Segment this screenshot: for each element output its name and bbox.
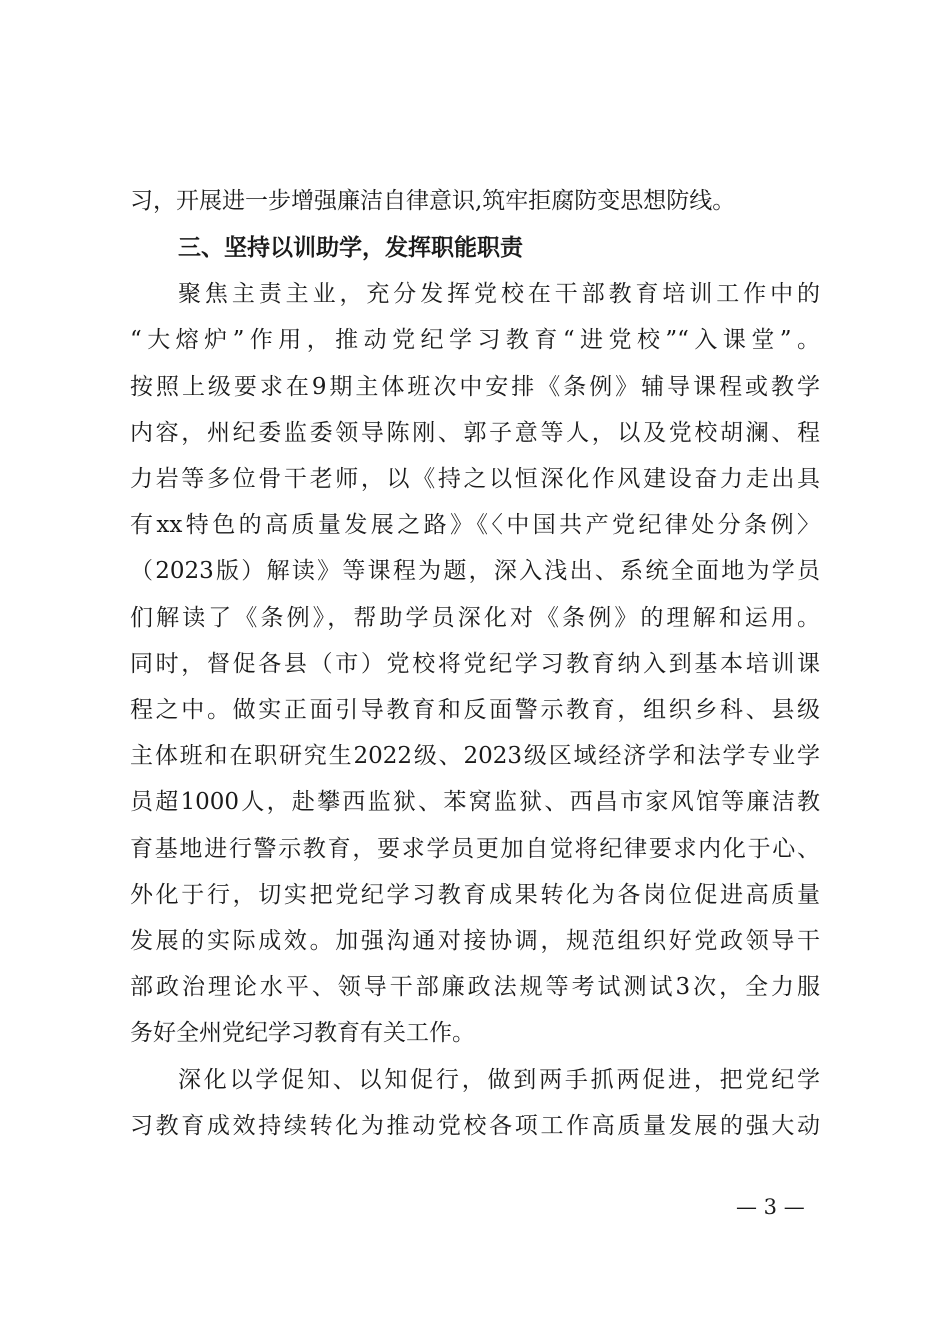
paragraph-line: 育基地进行警示教育，要求学员更加自觉将纪律要求内化于心、: [130, 836, 820, 862]
page-number: — 3 —: [736, 1195, 805, 1219]
paragraph-line: 深化以学促知、以知促行，做到两手抓两促进，把党纪学: [178, 1067, 820, 1093]
paragraph-line: 习，开展进一步增强廉洁自律意识,筑牢拒腐防变思想防线。: [130, 188, 736, 214]
paragraph-line: 同时，督促各县（市）党校将党纪学习教育纳入到基本培训课: [130, 651, 820, 677]
paragraph-line: （2023版）解读》等课程为题，深入浅出、系统全面地为学员: [130, 558, 820, 584]
paragraph-line: “大熔炉”作用，推动党纪学习教育“进党校”“入课堂”。: [130, 327, 820, 353]
section-heading: 三、坚持以训助学，发挥职能职责: [178, 235, 523, 261]
paragraph-line: 程之中。做实正面引导教育和反面警示教育，组织乡科、县级: [130, 697, 820, 723]
paragraph-line: 聚焦主责主业，充分发挥党校在干部教育培训工作中的: [178, 281, 820, 307]
paragraph-line: 习教育成效持续转化为推动党校各项工作高质量发展的强大动: [130, 1113, 820, 1139]
paragraph-line: 部政治理论水平、领导干部廉政法规等考试测试3次，全力服: [130, 974, 820, 1000]
paragraph-line: 发展的实际成效。加强沟通对接协调，规范组织好党政领导干: [130, 928, 820, 954]
paragraph-line: 外化于行，切实把党纪学习教育成果转化为各岗位促进高质量: [130, 882, 820, 908]
paragraph-line: 力岩等多位骨干老师，以《持之以恒深化作风建设奋力走出具: [130, 466, 820, 492]
paragraph-line: 员超1000人，赴攀西监狱、苯窝监狱、西昌市家风馆等廉洁教: [130, 789, 820, 815]
paragraph-line: 们解读了《条例》，帮助学员深化对《条例》的理解和运用。: [130, 605, 820, 631]
paragraph-line: 内容，州纪委监委领导陈刚、郭子意等人，以及党校胡澜、程: [130, 420, 820, 446]
paragraph-line: 务好全州党纪学习教育有关工作。: [130, 1020, 475, 1046]
paragraph-line: 有xx特色的高质量发展之路》《〈中国共产党纪律处分条例〉: [130, 512, 820, 538]
paragraph-line: 主体班和在职研究生2022级、2023级区域经济学和法学专业学: [130, 743, 820, 769]
paragraph-line: 按照上级要求在9期主体班次中安排《条例》辅导课程或教学: [130, 374, 820, 400]
